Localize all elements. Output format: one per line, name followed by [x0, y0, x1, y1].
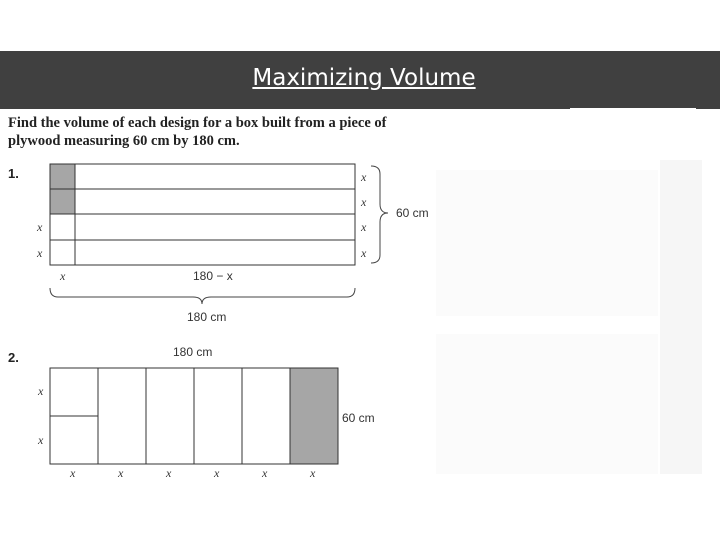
bottom-x-label: x	[166, 466, 172, 480]
bottom-expr-label: 180 − x	[193, 269, 233, 283]
worksheet-image	[0, 108, 720, 478]
title-bar	[0, 51, 720, 109]
bottom-x-label: x	[262, 466, 268, 480]
shaded-rectangle-2	[290, 368, 338, 464]
bottom-x-label: x	[60, 269, 66, 283]
problem-2-label: 2.	[8, 350, 19, 365]
left-x-label: x	[37, 220, 43, 234]
right-x-label: x	[361, 195, 367, 209]
bottom-x-label: x	[70, 466, 76, 480]
answer-panel-2	[436, 334, 658, 474]
answer-panel-1	[436, 170, 658, 316]
answer-panel-top	[570, 108, 696, 160]
slide-title: Maximizing Volume	[252, 65, 476, 91]
left-x-label: x	[37, 246, 43, 260]
brace-right	[371, 166, 388, 263]
right-x-label: x	[361, 246, 367, 260]
bottom-x-label: x	[118, 466, 124, 480]
brace-bottom	[50, 288, 355, 304]
right-x-label: x	[361, 220, 367, 234]
top-dimension-label: 180 cm	[173, 345, 213, 359]
problem-1-label: 1.	[8, 166, 19, 181]
bottom-x-label: x	[214, 466, 220, 480]
problem-2-diagram	[0, 340, 440, 480]
left-x-label: x	[38, 384, 44, 398]
instructions-text: Find the volume of each design for a box built from a piece of plywood measuring 60 cm by 180 cm.	[8, 115, 387, 149]
bottom-x-label: x	[310, 466, 316, 480]
right-dimension-label: 60 cm	[342, 411, 375, 425]
answer-panel-right	[660, 160, 702, 474]
brace-bottom-label: 180 cm	[187, 310, 227, 324]
left-x-label: x	[38, 433, 44, 447]
brace-right-label: 60 cm	[396, 206, 429, 220]
right-x-label: x	[361, 170, 367, 184]
